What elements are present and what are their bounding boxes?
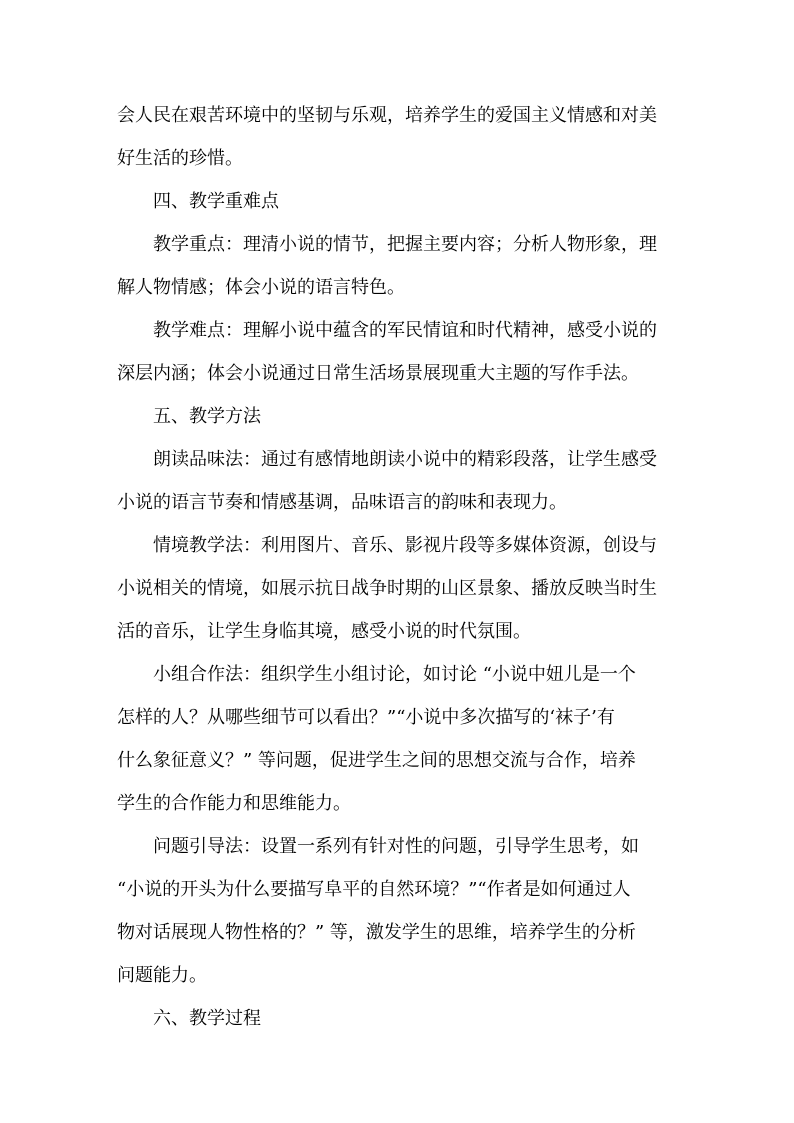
paragraph-teaching-difficulty bbox=[117, 309, 679, 395]
paragraph-reading-method bbox=[117, 438, 679, 524]
text-line: 教学难点：理解小说中蕴含的军民情谊和时代精神，感受小说的 bbox=[153, 320, 657, 341]
document-body bbox=[117, 94, 679, 1040]
text-line: 小说相关的情境，如展示抗日战争时期的山区景象、播放反映当时生 bbox=[117, 578, 657, 599]
text-line: 好生活的珍惜。 bbox=[117, 148, 243, 169]
text-line: 情境教学法：利用图片、音乐、影视片段等多媒体资源，创设与 bbox=[153, 535, 657, 556]
section-heading-key-points bbox=[117, 180, 679, 223]
text-line: 朗读品味法：通过有感情地朗读小说中的精彩段落，让学生感受 bbox=[153, 449, 657, 470]
paragraph-group-method bbox=[117, 653, 679, 825]
text-line: 深层内涵；体会小说通过日常生活场景展现重大主题的写作手法。 bbox=[117, 363, 639, 384]
text-line: 活的音乐，让学生身临其境，感受小说的时代氛围。 bbox=[117, 621, 531, 642]
paragraph-teaching-focus bbox=[117, 223, 679, 309]
text-line: “小说的开头为什么要描写阜平的自然环境？”“作者是如何通过人 bbox=[117, 879, 631, 900]
text-line: 什么象征意义？” 等问题，促进学生之间的思想交流与合作，培养 bbox=[117, 750, 636, 771]
paragraph-question-method bbox=[117, 825, 679, 997]
text-line: 小组合作法：组织学生小组讨论，如讨论 “小说中妞儿是一个 bbox=[153, 664, 636, 685]
section-heading-process bbox=[117, 997, 679, 1040]
heading-text: 四、教学重难点 bbox=[153, 191, 279, 212]
paragraph-continuation bbox=[117, 94, 679, 180]
paragraph-situational-method bbox=[117, 524, 679, 653]
text-line: 问题能力。 bbox=[117, 965, 207, 986]
heading-text: 五、教学方法 bbox=[153, 406, 261, 427]
text-line: 问题引导法：设置一系列有针对性的问题，引导学生思考，如 bbox=[153, 836, 639, 857]
section-heading-methods bbox=[117, 395, 679, 438]
text-line: 学生的合作能力和思维能力。 bbox=[117, 793, 351, 814]
text-line: 教学重点：理清小说的情节，把握主要内容；分析人物形象，理 bbox=[153, 234, 657, 255]
text-line: 解人物情感；体会小说的语言特色。 bbox=[117, 277, 405, 298]
text-line: 物对话展现人物性格的？” 等，激发学生的思维，培养学生的分析 bbox=[117, 922, 636, 943]
text-line: 怎样的人？从哪些细节可以看出？”“小说中多次描写的‘袜子’有 bbox=[117, 707, 615, 728]
heading-text: 六、教学过程 bbox=[153, 1008, 261, 1029]
text-line: 会人民在艰苦环境中的坚韧与乐观，培养学生的爱国主义情感和对美 bbox=[117, 105, 657, 126]
text-line: 小说的语言节奏和情感基调，品味语言的韵味和表现力。 bbox=[117, 492, 567, 513]
